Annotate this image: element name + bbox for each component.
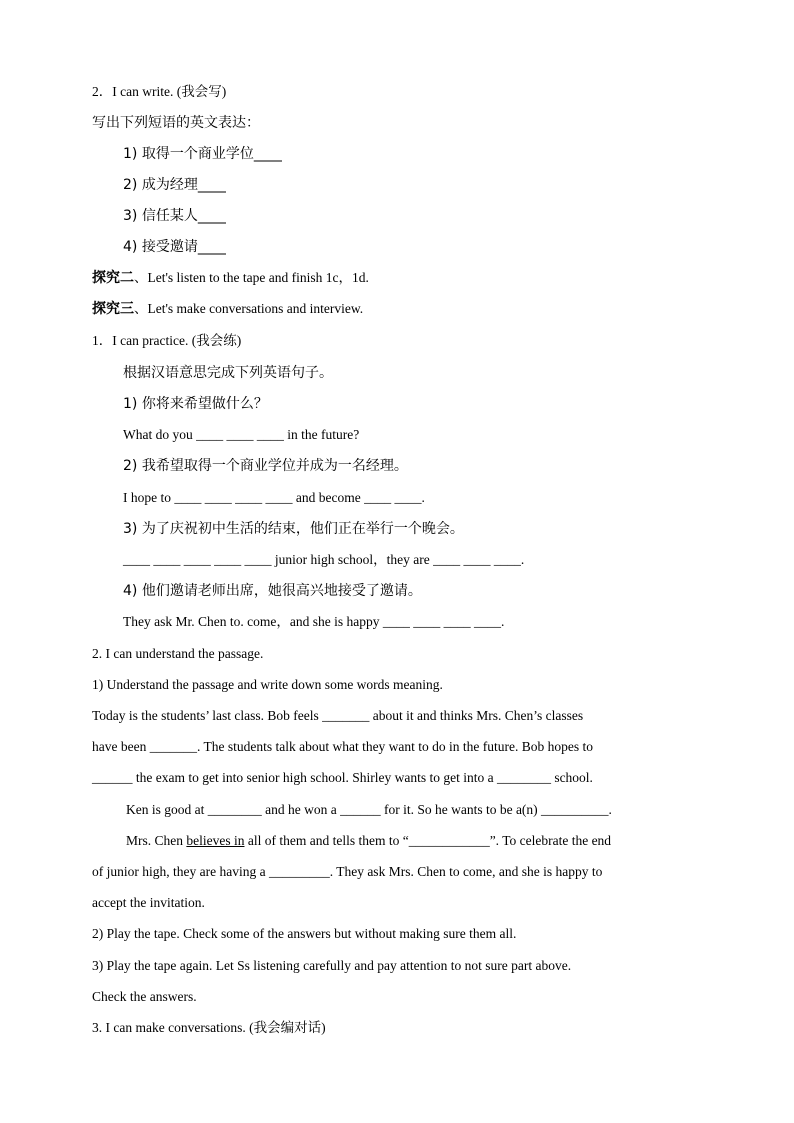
explore-two-label: 探究二 <box>92 270 134 286</box>
section-conversation-heading: 3. I can make conversations. (我会编对话) <box>92 1020 326 1035</box>
passage-line-7: accept the invitation. <box>92 895 205 910</box>
understand-step-3-cont: Check the answers. <box>92 989 197 1004</box>
explore-three-label: 探究三 <box>92 301 134 317</box>
underlined-phrase: believes in <box>186 833 245 848</box>
write-item-3: 3) 信任某人____ <box>123 208 226 224</box>
understand-step-1: 1) Understand the passage and write down some words meaning. <box>92 677 443 692</box>
section-understand-heading: 2. I can understand the passage. <box>92 646 264 661</box>
passage-line-3: ______ the exam to get into senior high school. Shirley wants to get into a ________ school. <box>92 770 593 785</box>
explore-two-text: 、Let's listen to the tape and finish 1c，1d. <box>134 270 369 285</box>
passage-line-6: of junior high, they are having a _________. They ask Mrs. Chen to come, and she is happy to <box>92 864 603 879</box>
practice-q4-english: They ask Mr. Chen to. come，and she is happy ____ ____ ____ ____. <box>123 614 505 629</box>
practice-q1-chinese: 1) 你将来希望做什么？ <box>123 396 268 412</box>
write-item-1: 1) 取得一个商业学位____ <box>123 146 282 162</box>
practice-q2-chinese: 2) 我希望取得一个商业学位并成为一名经理。 <box>123 458 408 474</box>
practice-instruction: 根据汉语意思完成下列英语句子。 <box>123 365 333 381</box>
passage-line-1: Today is the students’ last class. Bob feels _______ about it and thinks Mrs. Chen’s classes <box>92 708 584 723</box>
explore-two-line <box>92 269 369 287</box>
explore-three-line <box>92 300 363 318</box>
write-instruction: 写出下列短语的英文表达： <box>92 115 260 131</box>
practice-q3-english: ____ ____ ____ ____ ____ junior high school，they are ____ ____ ____. <box>123 552 525 567</box>
section-write-heading: 2．I can write. (我会写) <box>92 84 227 99</box>
explore-three-text: 、Let's make conversations and interview. <box>134 301 364 316</box>
passage-line-5-start: Mrs. Chen <box>126 833 187 848</box>
passage-line-2: have been _______. The students talk about what they want to do in the future. Bob hopes to <box>92 739 594 754</box>
section-practice-heading: 1．I can practice. (我会练) <box>92 333 242 348</box>
practice-q1-english: What do you ____ ____ ____ in the future? <box>123 427 360 442</box>
understand-step-2: 2) Play the tape. Check some of the answers but without making sure them all. <box>92 926 517 941</box>
passage-line-5-end: all of them and tells them to “____________”. To celebrate the end <box>244 833 612 848</box>
practice-q2-english: I hope to ____ ____ ____ ____ and become ____ ____. <box>123 490 425 505</box>
passage-line-5 <box>126 832 611 850</box>
write-item-2: 2) 成为经理____ <box>123 177 226 193</box>
passage-line-4: Ken is good at ________ and he won a ______ for it. So he wants to be a(n) __________. <box>126 802 612 817</box>
understand-step-3: 3) Play the tape again. Let Ss listening carefully and pay attention to not sure part above. <box>92 958 572 973</box>
write-item-4: 4) 接受邀请____ <box>123 239 226 255</box>
practice-q4-chinese: 4) 他们邀请老师出席，她很高兴地接受了邀请。 <box>123 583 422 599</box>
practice-q3-chinese: 3) 为了庆祝初中生活的结束，他们正在举行一个晚会。 <box>123 521 464 537</box>
